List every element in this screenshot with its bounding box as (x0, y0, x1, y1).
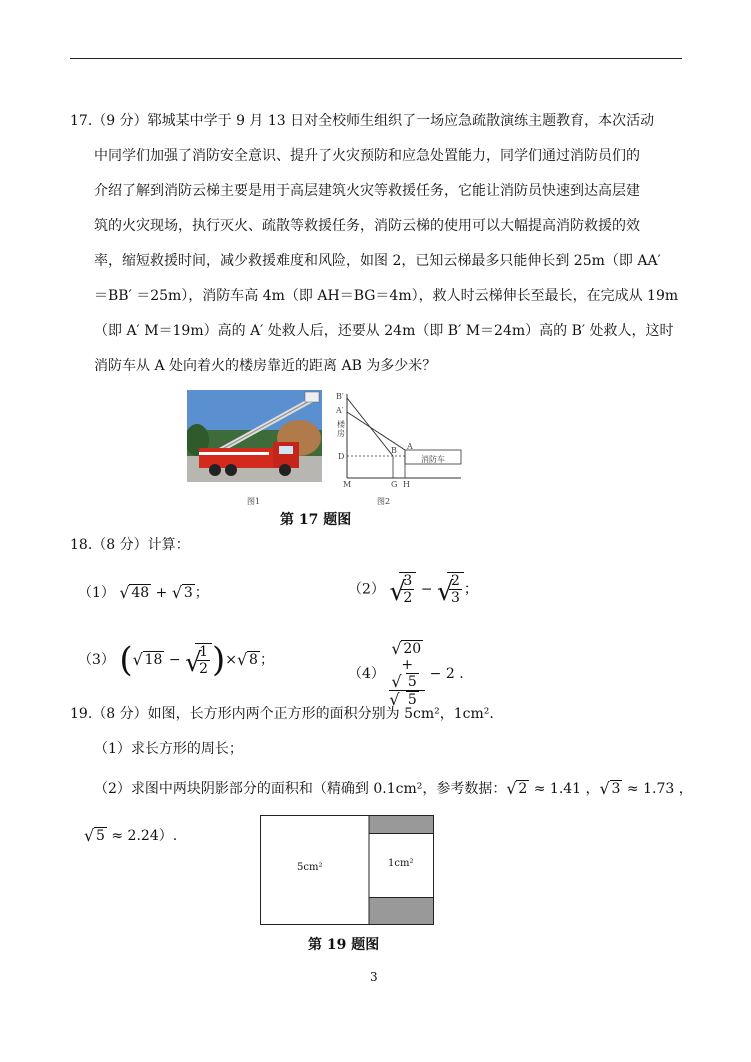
q18-item-2: （2） √ $\frac{3}{2}$ − √ $\frac{2}{3}$ ； (348, 573, 478, 607)
radical: √ $\frac{2}{3}$ (437, 572, 464, 606)
q18-item4-label: （4） (348, 666, 385, 682)
q18-item3-label: （3） (78, 652, 115, 668)
q18-item2-label: （2） (348, 581, 385, 598)
radical: √ 18 (132, 650, 163, 669)
page-number: 3 (370, 970, 378, 984)
label-truck: 消防车 (421, 455, 445, 464)
q18-item1-label: （1） (78, 585, 115, 601)
q18-item-4: （4） √ 20 + √ 5 √ 5 − 2 . (348, 639, 464, 709)
q17-line: 消防车从 A 处向着火的楼房靠近的距离 AB 为多少米？ (94, 358, 437, 374)
q17-line: 率，缩短救援时间，减少救援难度和风险，如图 2，已知云梯最多只能伸长到 25m（即 AA′ (94, 253, 661, 269)
q18-item-1: （1） √ 48 + √ 3 ； (78, 583, 209, 602)
fraction: √ 20 + √ 5 √ 5 (389, 640, 425, 708)
q18-item-3: （3） ( √ 18 − √ $\frac{1}{2}$ )× √ 8 ； (78, 640, 274, 680)
big-square-label: 5cm² (297, 862, 323, 873)
label-M: M (343, 480, 352, 489)
header-rule (70, 58, 682, 59)
fire-truck-photo (187, 390, 322, 482)
q17-caption: 第 17 题图 (280, 512, 352, 528)
q17-line: 17.（9 分）郓城某中学于 9 月 13 日对全校师生组织了一场应急疏散演练主题教育，本次活动 (70, 113, 655, 129)
label-building: 楼房 (337, 420, 345, 438)
fig1-caption: 图1 (247, 497, 261, 506)
q19-caption: 第 19 题图 (308, 937, 380, 953)
label-A: A (407, 442, 413, 451)
q19-line2: （1）求长方形的周长； (94, 741, 243, 757)
q17-line: 介绍了解到消防云梯主要是用于高层建筑火灾等救援任务，它能让消防员快速到达高层建 (94, 183, 640, 199)
label-B: B (391, 446, 397, 455)
radical: √ $\frac{1}{2}$ (185, 643, 212, 677)
label-Ap: A′ (336, 406, 344, 415)
label-H: H (403, 480, 410, 489)
label-G: G (391, 480, 398, 489)
radical: √ $\frac{3}{2}$ (389, 572, 416, 606)
q17-line: ＝BB′ ＝25m），消防车高 4m（即 AH＝BG＝4m），救人时云梯伸长至最长，在完成从 19m (94, 288, 679, 304)
radical: √ 8 (237, 650, 258, 669)
label-D: D (338, 452, 345, 461)
question-17 (70, 104, 690, 384)
rectangle-squares-diagram (260, 815, 434, 925)
q19-line4: √ 5 ≈ 2.24）. (84, 826, 178, 845)
q19-line3: （2）求图中两块阴影部分的面积和（精确到 0.1cm²，参考数据： √ 2 ≈ 1.41 ， √ 3 ≈ 1.73 ， (94, 779, 693, 798)
q19-line1: 19.（8 分）如图，长方形内两个正方形的面积分别为 5cm²，1cm². (70, 706, 494, 722)
q18-title: 18.（8 分）计算： (70, 537, 190, 553)
fig2-caption: 图2 (377, 497, 391, 506)
q17-line: （即 A′ M＝19m）高的 A′ 处救人后，还要从 24m（即 B′ M＝24m）高的 B′ 处救人，这时 (94, 323, 674, 339)
q17-line: 中同学们加强了消防安全意识、提升了火灾预防和应急处置能力，同学们通过消防员们的 (94, 148, 640, 164)
radical: √ 3 (171, 583, 193, 602)
q17-line: 筑的火灾现场，执行灭火、疏散等救援任务，消防云梯的使用可以大幅提高消防救援的效 (94, 218, 640, 234)
ladder-diagram (333, 386, 465, 494)
small-square-label: 1cm² (388, 858, 414, 869)
q17-figures (185, 386, 465, 510)
radical: √ 48 (119, 583, 150, 602)
label-Bp: B′ (336, 392, 344, 401)
